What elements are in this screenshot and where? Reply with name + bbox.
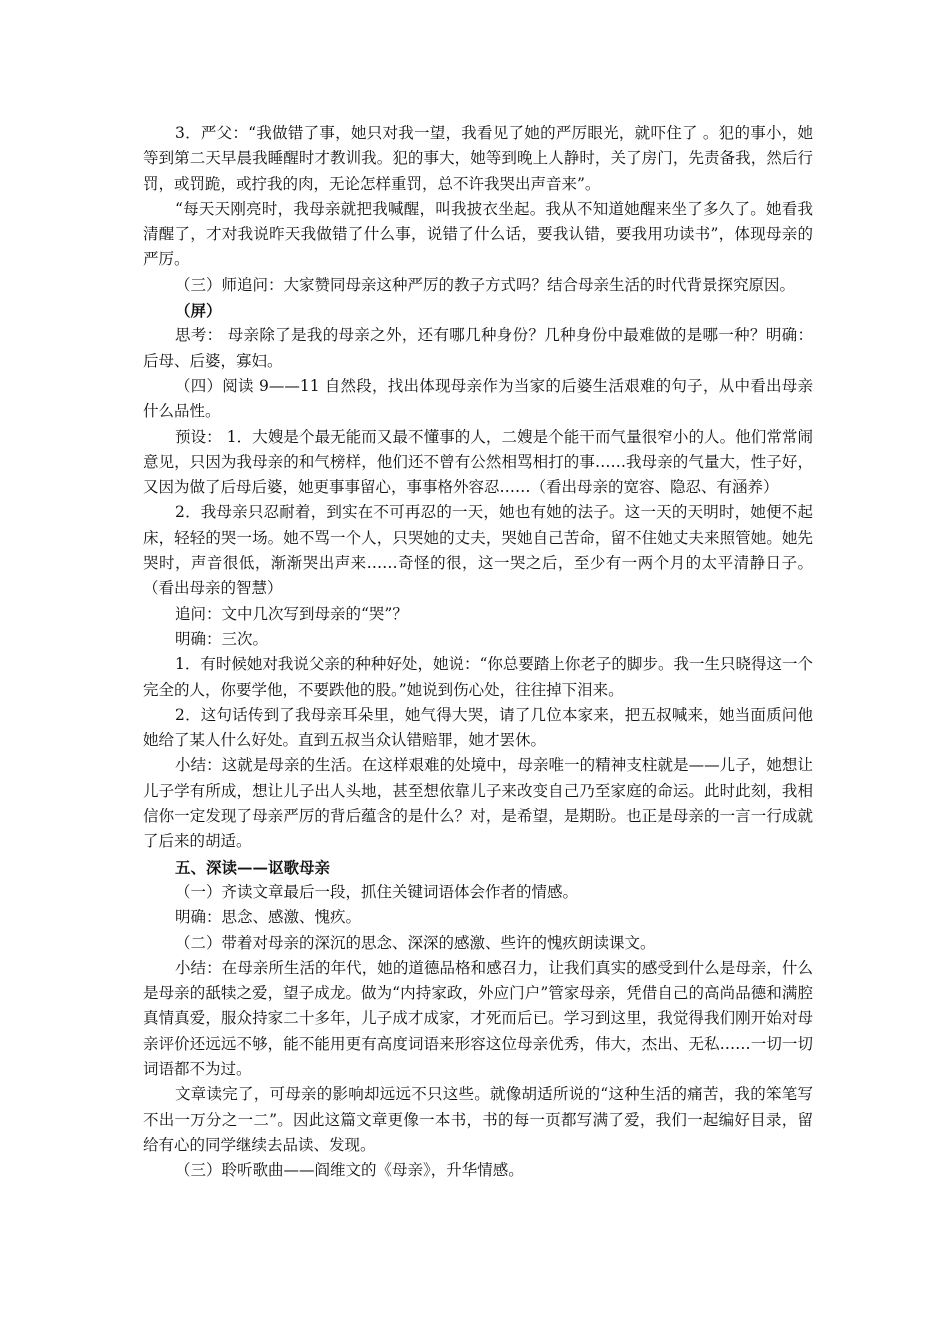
paragraph-answer-three: 明确：三次。 [175,629,269,648]
paragraph-summary-life: 小结：这就是母亲的生活。在这样艰难的处境中，母亲唯一的精神支柱就是——儿子，她想让儿子学有所成，想让儿子出人头地，甚至想依靠儿子来改变自己乃至家庭的命运。此时此刻，我相信你一定发现了母亲严厉的背后蕴含的是什么？对，是希望，是期盼。也正是母亲的一言一行成就了后来的胡适。 [143,756,813,851]
paragraph-read-last-section: （一）齐读文章最后一段，抓住关键词语体会作者的情感。 [175,882,579,901]
paragraph-preset-2: 2．我母亲只忍耐着，到实在不可再忍的一天，她也有她的法子。这一天的天明时，她便不起床，轻轻的哭一场。她不骂一个人，只哭她的丈夫，哭她自己苦命，留不住她丈夫来照管她。她先哭时，声音很低，渐渐哭出声来……奇怪的很，这一哭之后，至少有一两个月的太平清静日子。 （看出母亲的智慧） [143,503,813,598]
paragraph-wake-morning: “每天天刚亮时，我母亲就把我喊醒，叫我披衣坐起。我从不知道她醒来坐了多久了。她看我清醒了，才对我说昨天我做错了什么事，说错了什么话，要我认错，要我用功读书”，体现母亲的严厉。 [143,199,813,269]
paragraph-reading-task: （四）阅读 9——11 自然段，找出体现母亲作为当家的后婆生活艰难的句子，从中看出母亲什么品性。 [143,376,813,421]
paragraph-summary-mother: 小结：在母亲所生活的年代，她的道德品格和感召力，让我们真实的感受到什么是母亲，什么是母亲的舐犊之爱，望子成龙。做为“内持家政，外应门户”管家母亲，凭借自己的高尚品德和满腔真情真爱，服众持家二十多年，儿子成才成家，才死而后已。学习到这里，我觉得我们刚开始对母亲评价还远远不够，能不能用更有高度词语来形容这位母亲优秀，伟大，杰出、无私……一切一切词语都不为过。 [143,958,813,1078]
paragraph-article-finished: 文章读完了，可母亲的影响却远远不只这些。就像胡适所说的“这种生活的痛苦，我的笨笔写不出一万分之一二”。因此这篇文章更像一本书，书的每一页都写满了爱，我们一起编好目录，留给有心的同学继续去品读、发现。 [143,1085,813,1154]
paragraph-think-identity: 思考： 母亲除了是我的母亲之外，还有哪几种身份？几种身份中最难做的是哪一种？明确：后母、后婆，寡妇。 [143,326,813,370]
paragraph-cry-1: 1．有时候她对我说父亲的种种好处，她说：“你总要踏上你老子的脚步。我一生只晓得这一个完全的人，你要学他，不要跌他的股。”她说到伤心处，往往掉下泪来。 [143,655,813,699]
paragraph-strict-father: 3．严父：“我做错了事，她只对我一望，我看见了她的严厉眼光，就吓住了 。犯的事小，她等到第二天早晨我睡醒时才教训我。犯的事大，她等到晚上人静时，关了房门，先责备我，然后行罚，或罚跪，或拧我的肉，无论怎样重罚，总不许我哭出声音来”。 [143,124,813,193]
paragraph-follow-up-question: 追问：文中几次写到母亲的“哭”？ [175,604,408,623]
section-heading-deep-reading: 五、深读——讴歌母亲 [175,857,331,877]
paragraph-preset-1: 预设： 1．大嫂是个最无能而又最不懂事的人，二嫂是个能干而气量很窄小的人。他们常常闹意见，只因为我母亲的和气榜样，他们还不曾有公然相骂相打的事……我母亲的气量大，性子好，又因为做了后母后婆，她更事事留心，事事格外容忍……（看出母亲的宽容、隐忍、有涵养） [143,427,813,497]
paragraph-listen-song: （三）聆听歌曲——阎维文的《母亲》，升华情感。 [175,1161,524,1180]
paragraph-cry-2: 2．这句话传到了我母亲耳朵里，她气得大哭，请了几位本家来，把五叔喊来，她当面质问他她给了某人什么好处。直到五叔当众认错赔罪，她才罢休。 [143,705,813,750]
paragraph-emotions-answer: 明确：思念、感激、愧疚。 [175,908,362,927]
document-body [143,121,813,1183]
paragraph-screen-marker: （屏） [175,301,222,321]
paragraph-teacher-question: （三）师追问：大家赞同母亲这种严厉的教子方式吗？结合母亲生活的时代背景探究原因。 [175,275,796,294]
paragraph-read-aloud: （二）带着对母亲的深沉的思念、深深的感激、些许的愧疚朗读课文。 [175,933,656,952]
